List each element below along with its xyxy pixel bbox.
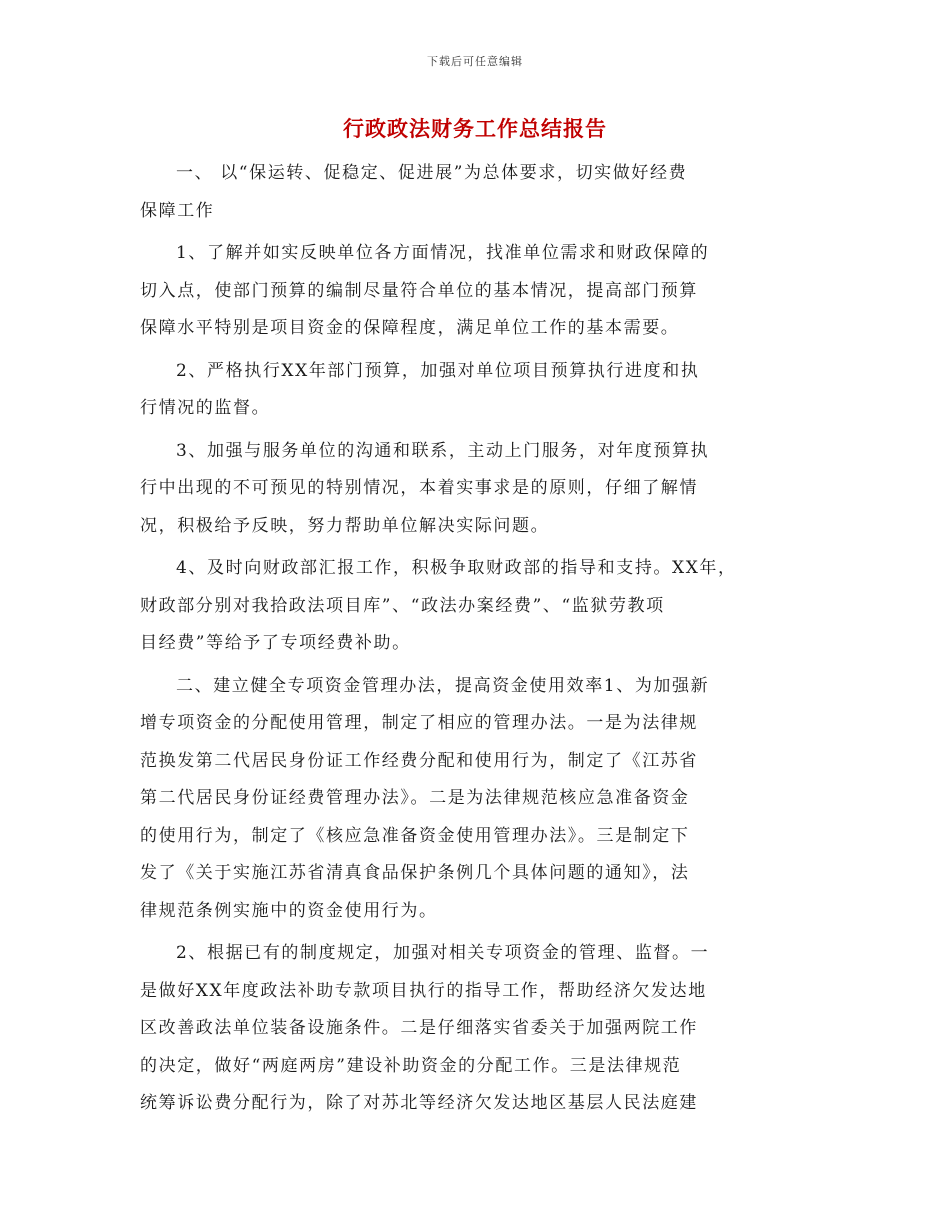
text-line: 目经费”等给予了专项经费补助。	[140, 633, 411, 653]
text-line: 律规范条例实施中的资金使用行为。	[140, 900, 438, 921]
paragraph	[140, 353, 820, 428]
paragraph	[140, 668, 820, 931]
text-line: 的使用行为，制定了《核应急准备资金使用管理办法》。三是制定下	[140, 825, 690, 846]
text-line: 行情况的监督。	[140, 398, 271, 418]
text-line: 增专项资金的分配使用管理，制定了相应的管理办法。一是为法律规	[140, 713, 698, 733]
document-title: 行政政法财务工作总结报告	[343, 116, 607, 141]
text-line: 一、 以“保运转、促稳定、促进展”为总体要求，切实做好经费	[176, 163, 688, 183]
text-line: 2、严格执行XX年部门预算，加强对单位项目预算执行进度和执	[176, 360, 700, 381]
text-line: 第二代居民身份证经费管理办法》。二是为法律规范核应急准备资金	[140, 788, 690, 808]
text-line: 保障水平特别是项目资金的保障程度，满足单位工作的基本需要。	[140, 318, 680, 338]
paragraph	[140, 235, 820, 348]
text-line: 行中出现的不可预见的特别情况，本着实事求是的原则，仔细了解情	[140, 478, 698, 498]
text-line: 1、了解并如实反映单位各方面情况，找准单位需求和财政保障的	[176, 243, 710, 263]
text-line: 统筹诉讼费分配行为，除了对苏北等经济欠发达地区基层人民法庭建	[140, 1093, 698, 1113]
text-line: 二、建立健全专项资金管理办法，提高资金使用效率1、为加强新	[176, 675, 710, 696]
text-line: 的决定，做好“两庭两房”建设补助资金的分配工作。三是法律规范	[140, 1055, 682, 1076]
text-line: 4、及时向财政部汇报工作，积极争取财政部的指导和支持。XX年，	[176, 558, 737, 578]
header-note: 下载后可任意编辑	[427, 55, 523, 68]
text-line: 3、加强与服务单位的沟通和联系，主动上门服务，对年度预算执	[176, 440, 710, 461]
text-line: 区改善政法单位装备设施条件。二是仔细落实省委关于加强两院工作	[140, 1018, 698, 1038]
text-line: 2、根据已有的制度规定，加强对相关专项资金的管理、监督。一	[176, 943, 710, 963]
text-line: 财政部分别对我拾政法项目库”、“政法办案经费”、“监狱劳教项	[140, 595, 665, 616]
text-line: 范换发第二代居民身份证工作经费分配和使用行为，制定了《江苏省	[140, 750, 698, 771]
text-line: 况，积极给予反映，努力帮助单位解决实际问题。	[140, 515, 550, 536]
paragraph	[140, 155, 820, 230]
paragraph	[140, 550, 820, 663]
document-body	[140, 155, 820, 1128]
text-line: 发了《关于实施江苏省清真食品保护条例几个具体问题的通知》，法	[140, 863, 690, 883]
text-line: 切入点，使部门预算的编制尽量符合单位的基本情况，提高部门预算	[140, 280, 698, 301]
text-line: 保障工作	[140, 200, 215, 221]
paragraph	[140, 433, 820, 546]
text-line: 是做好XX年度政法补助专款项目执行的指导工作，帮助经济欠发达地	[140, 980, 707, 1001]
paragraph	[140, 935, 820, 1123]
